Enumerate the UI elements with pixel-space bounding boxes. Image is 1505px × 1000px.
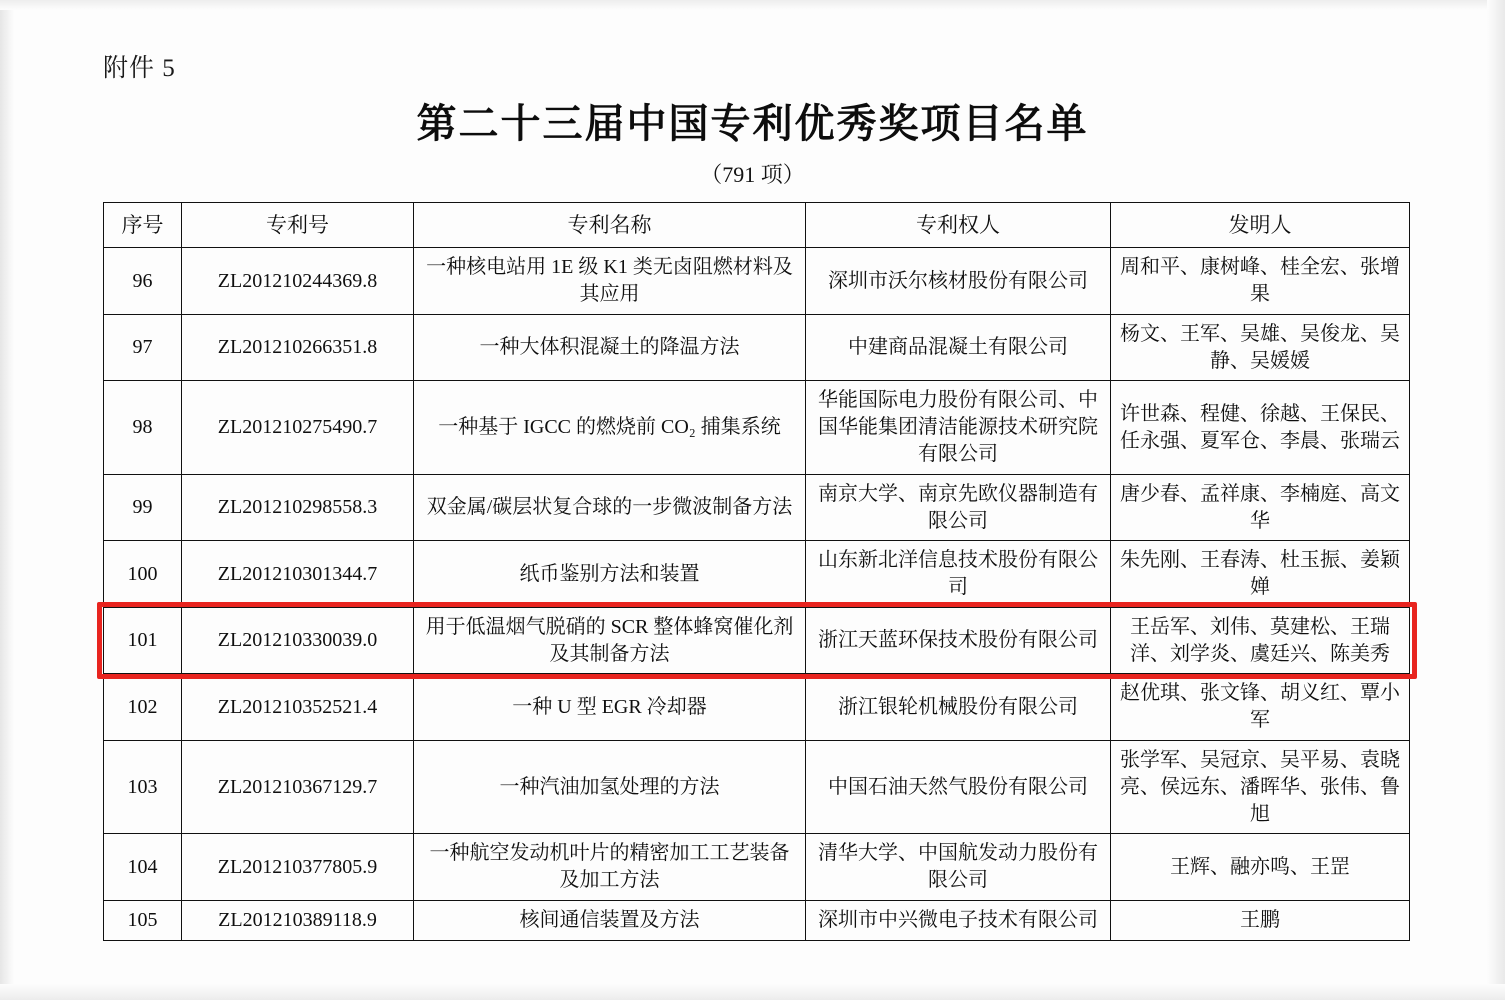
cell-patent-no: ZL201210352521.4 <box>182 674 414 741</box>
table-row <box>104 314 1410 381</box>
cell-row-no: 97 <box>104 314 182 381</box>
cell-row-no: 105 <box>104 901 182 941</box>
cell-inventors: 周和平、康树峰、桂全宏、张增果 <box>1111 248 1410 315</box>
column-header-no: 序号 <box>104 203 182 248</box>
cell-inventors: 王岳军、刘伟、莫建松、王瑞洋、刘学炎、虞廷兴、陈美秀 <box>1111 607 1410 674</box>
cell-row-no: 96 <box>104 248 182 315</box>
cell-patent-name: 双金属/碳层状复合球的一步微波制备方法 <box>414 474 806 541</box>
table-row <box>104 607 1410 674</box>
cell-inventors: 许世森、程健、徐越、王保民、任永强、夏军仓、李晨、张瑞云 <box>1111 381 1410 474</box>
cell-row-no: 103 <box>104 741 182 834</box>
cell-owner: 深圳市中兴微电子技术有限公司 <box>806 901 1111 941</box>
cell-patent-name: 纸币鉴别方法和装置 <box>414 541 806 608</box>
column-header-owner: 专利权人 <box>806 203 1111 248</box>
table-row <box>104 674 1410 741</box>
column-header-patent-no: 专利号 <box>182 203 414 248</box>
cell-patent-name: 一种 U 型 EGR 冷却器 <box>414 674 806 741</box>
cell-row-no: 102 <box>104 674 182 741</box>
attachment-label: 附件 5 <box>103 55 176 82</box>
cell-owner: 山东新北洋信息技术股份有限公司 <box>806 541 1111 608</box>
table-row <box>104 541 1410 608</box>
cell-row-no: 99 <box>104 474 182 541</box>
table-row <box>104 741 1410 834</box>
cell-patent-name: 一种汽油加氢处理的方法 <box>414 741 806 834</box>
cell-inventors: 赵优琪、张文锋、胡义红、覃小军 <box>1111 674 1410 741</box>
page-subtitle: （791 项） <box>700 162 805 187</box>
column-header-inventors: 发明人 <box>1111 203 1410 248</box>
cell-row-no: 100 <box>104 541 182 608</box>
cell-owner: 浙江银轮机械股份有限公司 <box>806 674 1111 741</box>
cell-inventors: 朱先刚、王春涛、杜玉振、姜颖婵 <box>1111 541 1410 608</box>
cell-patent-no: ZL201210298558.3 <box>182 474 414 541</box>
cell-inventors: 杨文、王军、吴雄、吴俊龙、吴静、吴媛媛 <box>1111 314 1410 381</box>
table-header-row <box>104 203 1410 248</box>
scan-edge-right <box>1487 0 1505 1000</box>
cell-row-no: 104 <box>104 834 182 901</box>
cell-patent-name: 一种大体积混凝土的降温方法 <box>414 314 806 381</box>
table-row <box>104 381 1410 474</box>
table-row <box>104 248 1410 315</box>
cell-owner: 华能国际电力股份有限公司、中国华能集团清洁能源技术研究院有限公司 <box>806 381 1111 474</box>
column-header-patent-name: 专利名称 <box>414 203 806 248</box>
scan-edge-bottom <box>0 984 1505 1000</box>
cell-owner: 深圳市沃尔核材股份有限公司 <box>806 248 1111 315</box>
scan-edge-left <box>0 0 14 1000</box>
cell-owner: 南京大学、南京先欧仪器制造有限公司 <box>806 474 1111 541</box>
cell-patent-name: 一种核电站用 1E 级 K1 类无卤阻燃材料及其应用 <box>414 248 806 315</box>
cell-patent-no: ZL201210244369.8 <box>182 248 414 315</box>
cell-patent-no: ZL201210377805.9 <box>182 834 414 901</box>
cell-owner: 中建商品混凝土有限公司 <box>806 314 1111 381</box>
scan-edge-top <box>0 0 1505 10</box>
page-title: 第二十三届中国专利优秀奖项目名单 <box>416 101 1089 146</box>
cell-patent-name: 核间通信装置及方法 <box>414 901 806 941</box>
cell-patent-name: 用于低温烟气脱硝的 SCR 整体蜂窝催化剂及其制备方法 <box>414 607 806 674</box>
cell-patent-no: ZL201210330039.0 <box>182 607 414 674</box>
cell-owner: 中国石油天然气股份有限公司 <box>806 741 1111 834</box>
cell-patent-no: ZL201210367129.7 <box>182 741 414 834</box>
cell-patent-no: ZL201210301344.7 <box>182 541 414 608</box>
cell-patent-no: ZL201210389118.9 <box>182 901 414 941</box>
cell-inventors: 唐少春、孟祥康、李楠庭、高文华 <box>1111 474 1410 541</box>
cell-inventors: 王鹏 <box>1111 901 1410 941</box>
cell-owner: 清华大学、中国航发动力股份有限公司 <box>806 834 1111 901</box>
table-row <box>104 901 1410 941</box>
table-row <box>104 474 1410 541</box>
cell-patent-no: ZL201210275490.7 <box>182 381 414 474</box>
cell-patent-name: 一种基于 IGCC 的燃烧前 CO₂ 捕集系统 <box>414 381 806 474</box>
cell-patent-no: ZL201210266351.8 <box>182 314 414 381</box>
cell-owner: 浙江天蓝环保技术股份有限公司 <box>806 607 1111 674</box>
patent-list-table <box>103 202 1410 941</box>
table-row <box>104 834 1410 901</box>
cell-row-no: 98 <box>104 381 182 474</box>
cell-inventors: 张学军、吴冠京、吴平易、袁晓亮、侯远东、潘晖华、张伟、鲁旭 <box>1111 741 1410 834</box>
cell-inventors: 王辉、融亦鸣、王罡 <box>1111 834 1410 901</box>
cell-patent-name: 一种航空发动机叶片的精密加工工艺装备及加工方法 <box>414 834 806 901</box>
cell-row-no: 101 <box>104 607 182 674</box>
